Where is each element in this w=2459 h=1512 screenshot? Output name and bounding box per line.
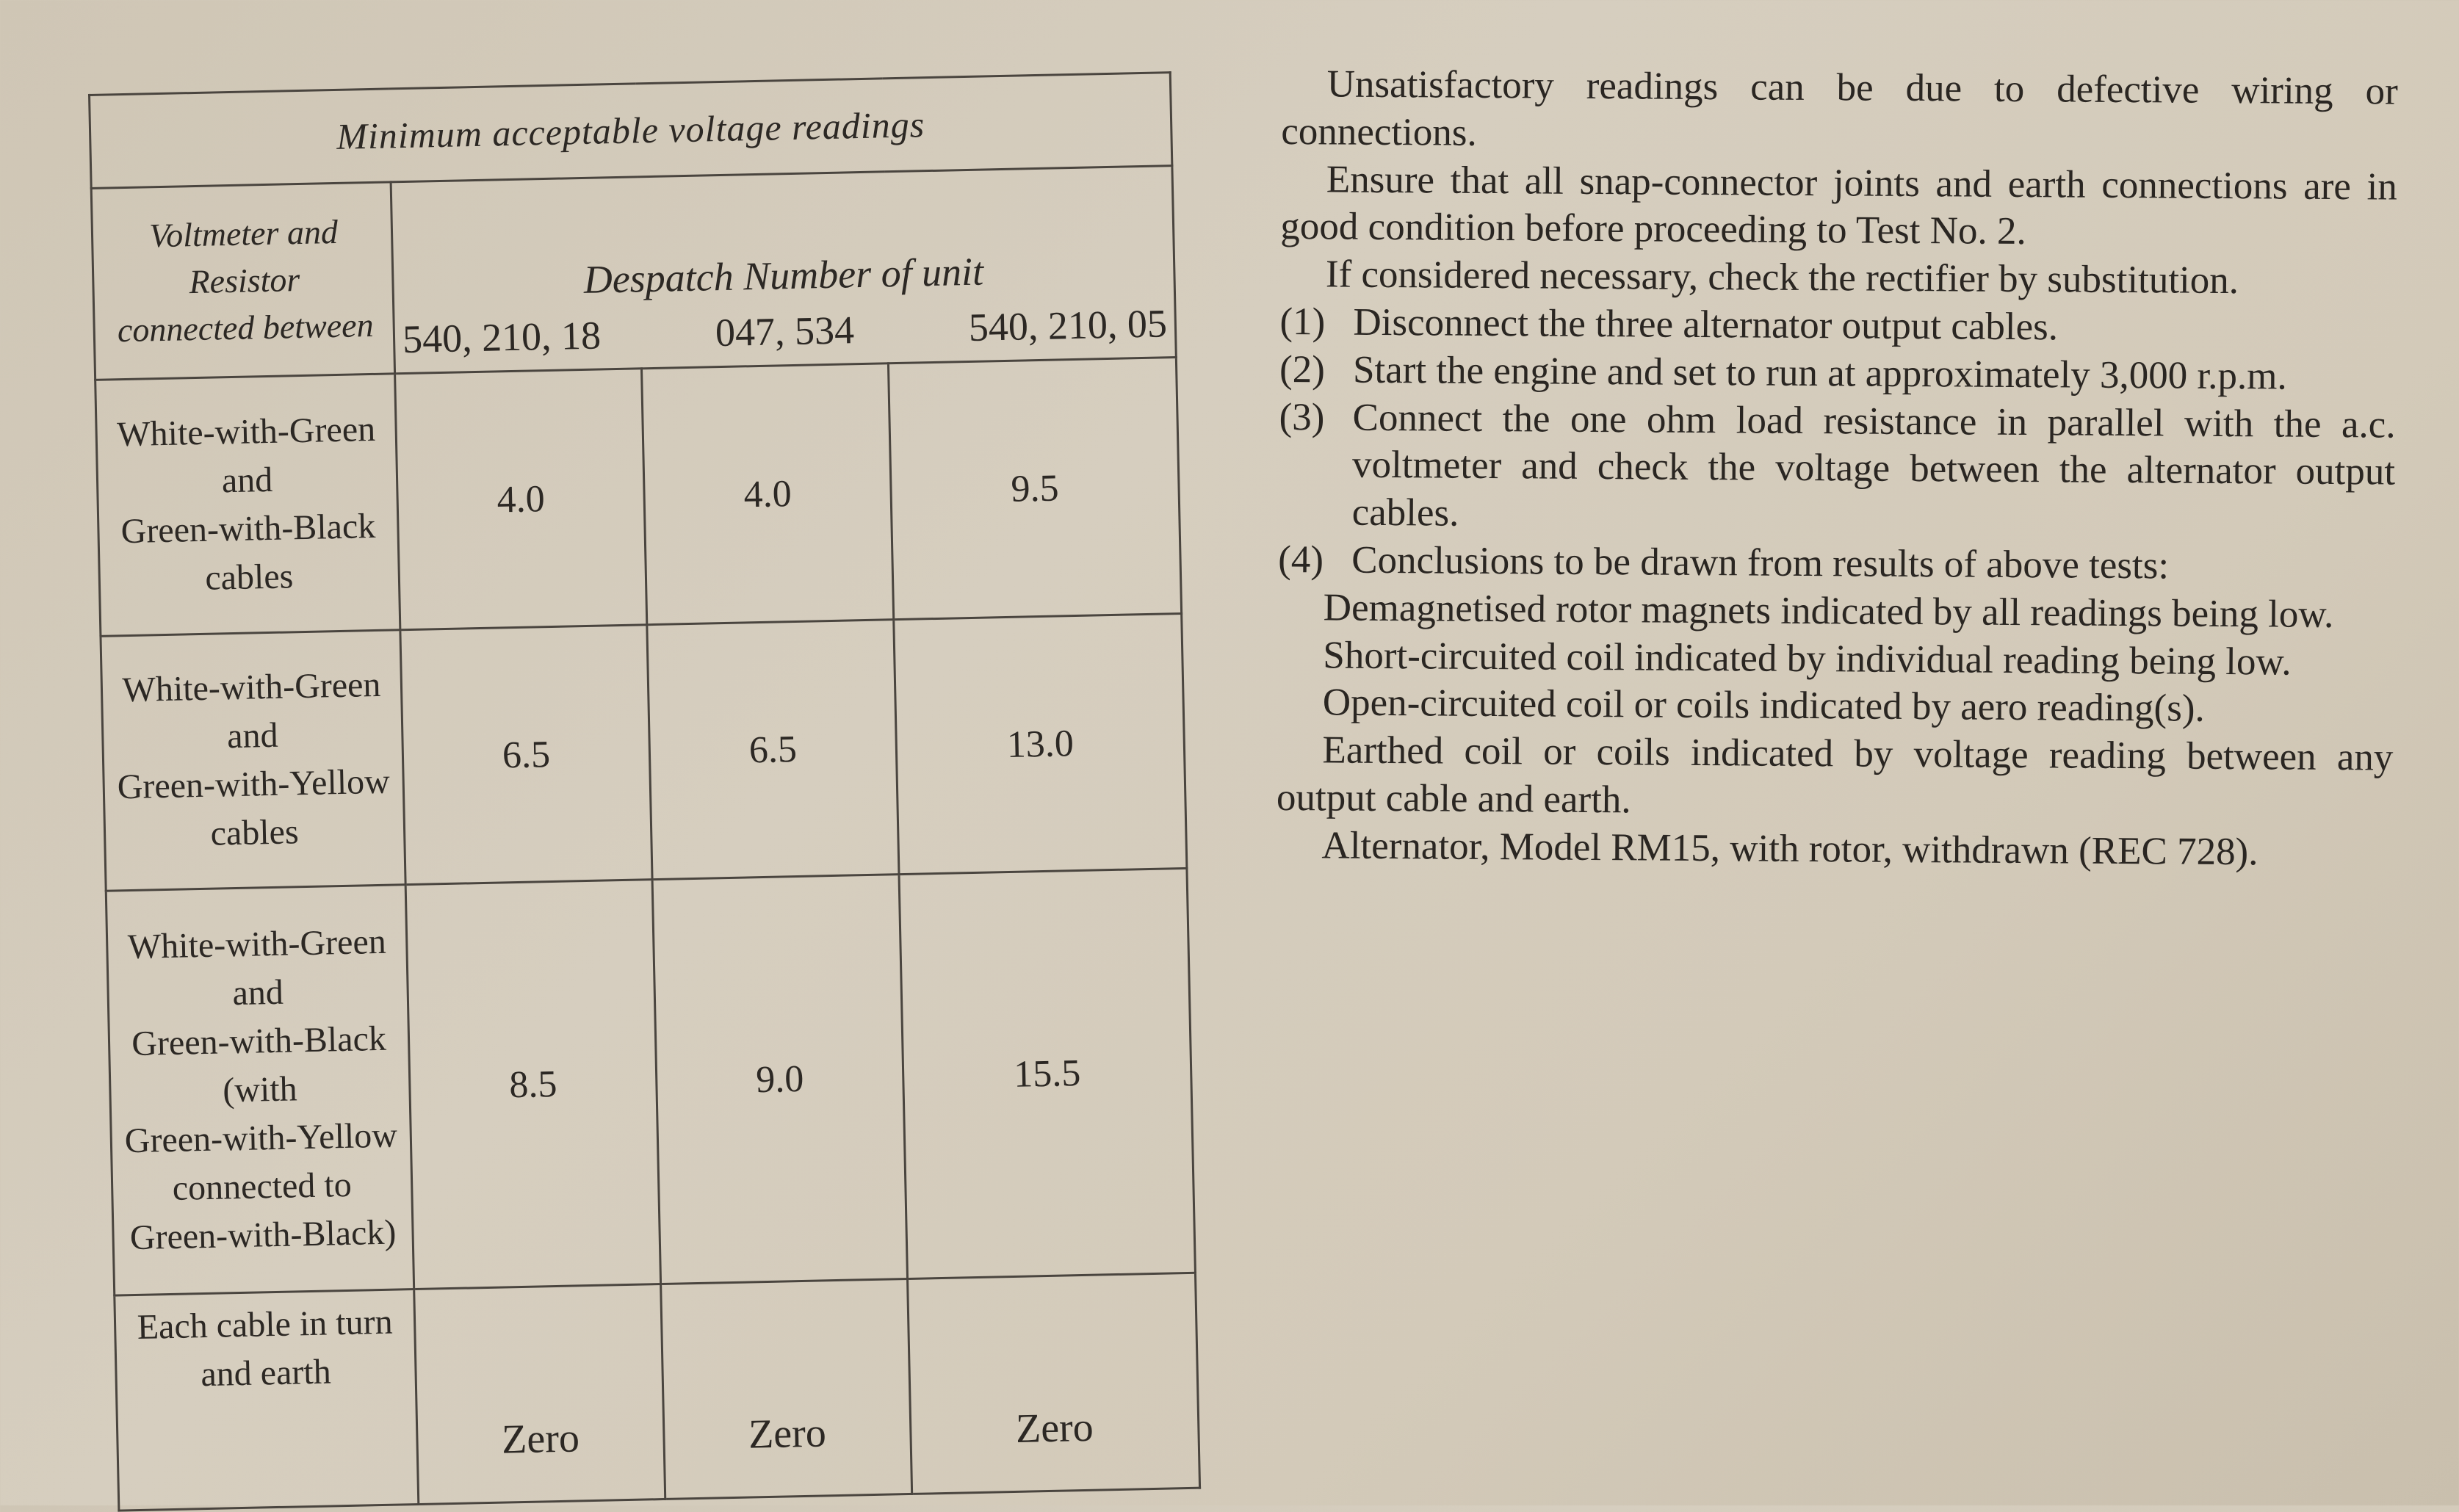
table-row [101, 613, 1187, 891]
list-item [1279, 346, 2396, 401]
row-label: Each cable in turn and earth [115, 1289, 419, 1511]
voltage-value: 8.5 [405, 880, 660, 1289]
voltage-value: 13.0 [894, 613, 1187, 874]
table-row [95, 358, 1182, 637]
row-label: White-with-Green and Green-with-Black (with Green-with-Yellow connected to Green-with-Black) [106, 885, 414, 1295]
header-despatch [391, 166, 1176, 374]
list-number: (4) [1278, 538, 1324, 582]
figure-caption: Alternator, Model RM15, with rotor, withdrawn (REC 728). [1321, 824, 2258, 874]
voltage-readings-table [88, 71, 1201, 1511]
table-title: Minimum acceptable voltage readings [90, 73, 1172, 189]
list-text: Connect the one ohm load resistance in parallel with the a.c. voltmeter and check the voltage between the alternator output cables. [1351, 396, 2396, 535]
paragraph: Unsatisfactory readings can be due to defective wiring or connections. [1281, 62, 2398, 154]
header-connected-between: Voltmeter and Resistor connected between [91, 182, 394, 380]
list-text: Disconnect the three alternator output cables. [1353, 300, 2059, 349]
list-number: (1) [1279, 300, 1326, 344]
table-row [115, 1273, 1200, 1511]
despatch-number: 047, 534 [715, 308, 855, 355]
voltage-value: 9.0 [652, 875, 907, 1284]
list-text: Start the engine and set to run at approximately 3,000 r.p.m. [1352, 348, 2287, 398]
voltage-value: 6.5 [647, 620, 899, 880]
paragraph: If considered necessary, check the rectifier by substitution. [1325, 253, 2239, 303]
row-label: White-with-Green and Green-with-Black cables [95, 374, 400, 636]
list-number: (2) [1279, 347, 1326, 391]
despatch-title: Despatch Number of unit [583, 249, 984, 302]
list-item [1278, 536, 2394, 591]
voltage-value: 6.5 [400, 625, 652, 885]
voltage-value: Zero [908, 1273, 1200, 1494]
conclusion: Earthed coil or coils indicated by voltage reading between any output cable and earth. [1276, 728, 2394, 822]
voltage-table-wrap [88, 71, 1197, 1463]
voltage-value: Zero [661, 1278, 912, 1499]
paragraph: Ensure that all snap-connector joints and earth connections are in good condition before proceeding to Test No. 2. [1280, 158, 2398, 253]
conclusion: Short-circuited coil indicated by individual reading being low. [1323, 633, 2292, 684]
table-row [106, 868, 1195, 1295]
despatch-number: 540, 210, 05 [968, 301, 1168, 350]
body-text [1276, 60, 2398, 877]
voltage-value: 15.5 [899, 868, 1195, 1278]
despatch-number: 540, 210, 18 [402, 313, 602, 362]
conclusion: Open-circuited coil or coils indicated by aero reading(s). [1322, 681, 2205, 731]
conclusion: Demagnetised rotor magnets indicated by all readings being low. [1323, 586, 2334, 636]
voltage-value: 9.5 [888, 358, 1181, 620]
voltage-value: 4.0 [641, 363, 893, 625]
voltage-value: 4.0 [395, 369, 647, 630]
list-item [1278, 394, 2395, 544]
voltage-value: Zero [414, 1284, 665, 1505]
row-label: White-with-Green and Green-with-Yellow cables [101, 630, 405, 891]
list-number: (3) [1279, 395, 1325, 438]
list-text: Conclusions to be drawn from results of above tests: [1351, 538, 2170, 587]
list-item [1279, 298, 2396, 353]
